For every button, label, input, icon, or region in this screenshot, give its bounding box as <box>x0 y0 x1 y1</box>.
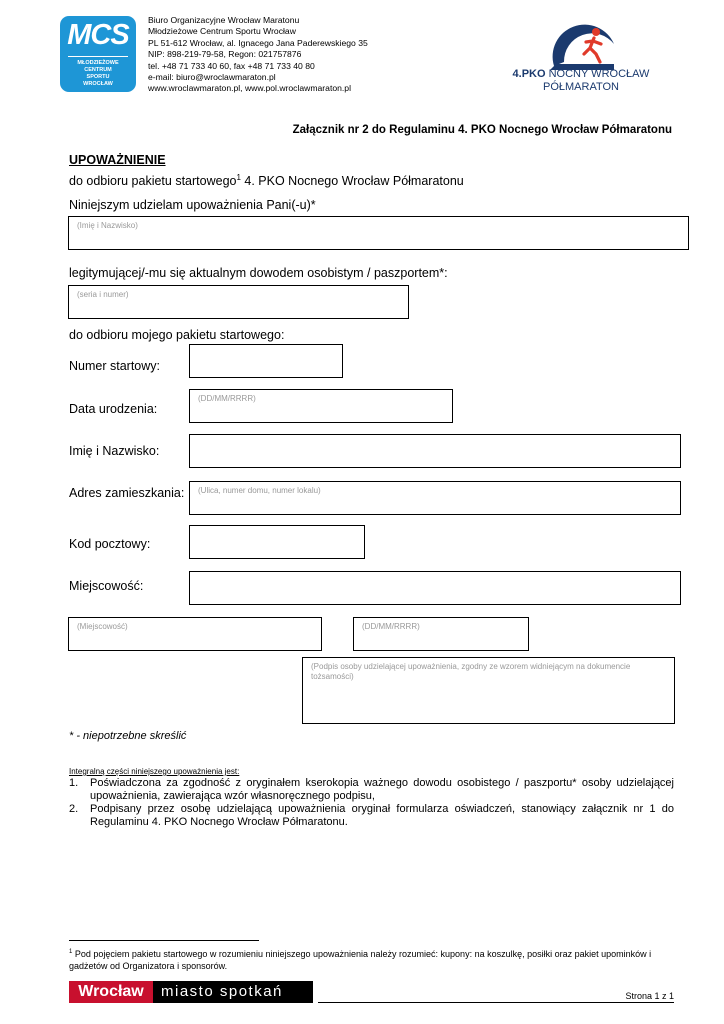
address-label: Adres zamieszkania: <box>69 486 185 500</box>
date-placeholder: (DD/MM/RRRR) <box>362 622 420 631</box>
mcs-logo-big-text: MCS <box>67 19 129 51</box>
footnote-separator <box>69 940 259 941</box>
organizer-address <box>148 15 368 95</box>
event-logo <box>506 14 656 98</box>
address-line: tel. +48 71 733 40 60, fax +48 71 733 40 80 <box>148 60 315 71</box>
signature-field[interactable] <box>302 657 675 724</box>
integral-item-number: 2. <box>69 803 79 815</box>
footnote-text: Pod pojęciem pakietu startowego w rozumieniu niniejszego upoważnienia należy rozumieć: kupony: na koszulkę, posiłki oraz pakiet upominków i gadżetów od Organizatora i sponsorów. <box>69 949 652 971</box>
id-document-text: legitymującej/-mu się aktualnym dowodem osobistym / paszportem*: <box>69 266 448 280</box>
birth-date-placeholder: (DD/MM/RRRR) <box>198 394 256 403</box>
date-field[interactable] <box>353 617 529 651</box>
page-number: Strona 1 z 1 <box>625 991 674 1001</box>
address-line: Biuro Organizacyjne Wrocław Maratonu <box>148 15 300 25</box>
footer-rule <box>318 1002 674 1003</box>
document-subtitle <box>69 173 464 188</box>
address-line: www.wroclawmaraton.pl, www.pol.wroclawmaraton.pl <box>148 83 351 94</box>
authorized-name-field[interactable] <box>68 216 689 250</box>
wroclaw-brand-slogan: miasto spotkań <box>161 983 283 1000</box>
subtitle-text: do odbioru pakietu startowego <box>69 174 237 189</box>
integral-item-text: Poświadczona za zgodność z oryginałem kserokopia ważnego dowodu osobistego / paszportu* osoby udzielającej upoważnienia, zawierająca wzór własnoręcznego podpisu, <box>90 777 674 802</box>
event-logo-name: NOCNY WROCŁAW <box>545 68 650 80</box>
integral-item-number: 1. <box>69 777 79 789</box>
postcode-field[interactable] <box>189 525 365 559</box>
subtitle-event: 4. PKO Nocnego Wrocław Półmaratonu <box>240 174 464 189</box>
city-label: Miejscowość: <box>69 579 144 593</box>
integral-item <box>69 803 674 829</box>
event-logo-number: 4.PKO <box>512 68 546 80</box>
pickup-text: do odbioru mojego pakietu startowego: <box>69 328 285 342</box>
attachment-title: Załącznik nr 2 do Regulaminu 4. PKO Nocnego Wrocław Półmaratonu <box>292 124 672 136</box>
bib-number-label: Numer startowy: <box>69 359 160 373</box>
event-logo-subtitle: PÓŁMARATON <box>543 81 619 93</box>
authorized-name-placeholder: (Imię i Nazwisko) <box>77 221 138 230</box>
mcs-logo-line-4: WROCŁAW <box>83 81 113 87</box>
mcs-logo-line-3: SPORTU <box>86 74 110 80</box>
mcs-logo-line-2: CENTRUM <box>84 67 112 73</box>
integral-item-text: Podpisany przez osobę udzielającą upoważnienia oryginał formularza oświadczeń, stanowiący załącznik nr 1 do Regulaminu 4. PKO Nocnego Wrocław Półmaratonu. <box>90 803 674 828</box>
full-name-label: Imię i Nazwisko: <box>69 444 160 458</box>
bib-number-field[interactable] <box>189 344 343 378</box>
runner-emblem-icon <box>506 14 656 70</box>
wroclaw-brand-logo <box>69 981 313 1003</box>
authorize-text: Niniejszym udzielam upoważnienia Pani(-u)* <box>69 198 316 212</box>
address-field[interactable] <box>189 481 681 515</box>
signature-placeholder: (Podpis osoby udzielającej upoważnienia, zgodny ze wzorem widniejącym na dokumencie tożsamości) <box>311 662 631 681</box>
integral-heading: Integralną części niniejszego upoważnienia jest: <box>69 767 240 776</box>
document-title: UPOWAŻNIENIE <box>69 153 166 167</box>
mcs-logo-line-1: MŁODZIEŻOWE <box>77 60 119 66</box>
wroclaw-brand-name: Wrocław <box>69 981 153 1003</box>
address-line: NIP: 898-219-79-58, Regon: 021757876 <box>148 49 302 60</box>
address-line: e-mail: biuro@wroclawmaraton.pl <box>148 72 276 83</box>
postcode-label: Kod pocztowy: <box>69 537 151 551</box>
place-placeholder: (Miejscowość) <box>77 622 128 631</box>
footnote-number: 1 <box>69 949 73 955</box>
address-line: PL 51-612 Wrocław, al. Ignacego Jana Paderewskiego 35 <box>148 37 368 48</box>
full-name-field[interactable] <box>189 434 681 468</box>
address-placeholder: (Ulica, numer domu, numer lokalu) <box>198 486 321 495</box>
birth-date-label: Data urodzenia: <box>69 402 158 416</box>
place-field[interactable] <box>68 617 322 651</box>
birth-date-field[interactable] <box>189 389 453 423</box>
id-number-placeholder: (seria i numer) <box>77 290 129 299</box>
city-field[interactable] <box>189 571 681 605</box>
footnote <box>69 946 674 972</box>
address-line: Młodzieżowe Centrum Sportu Wrocław <box>148 26 296 37</box>
id-number-field[interactable] <box>68 285 409 319</box>
integral-item <box>69 777 674 803</box>
footnote-ref: 1 <box>236 173 241 182</box>
strike-note: * - niepotrzebne skreślić <box>69 730 187 742</box>
mcs-logo <box>60 16 136 92</box>
